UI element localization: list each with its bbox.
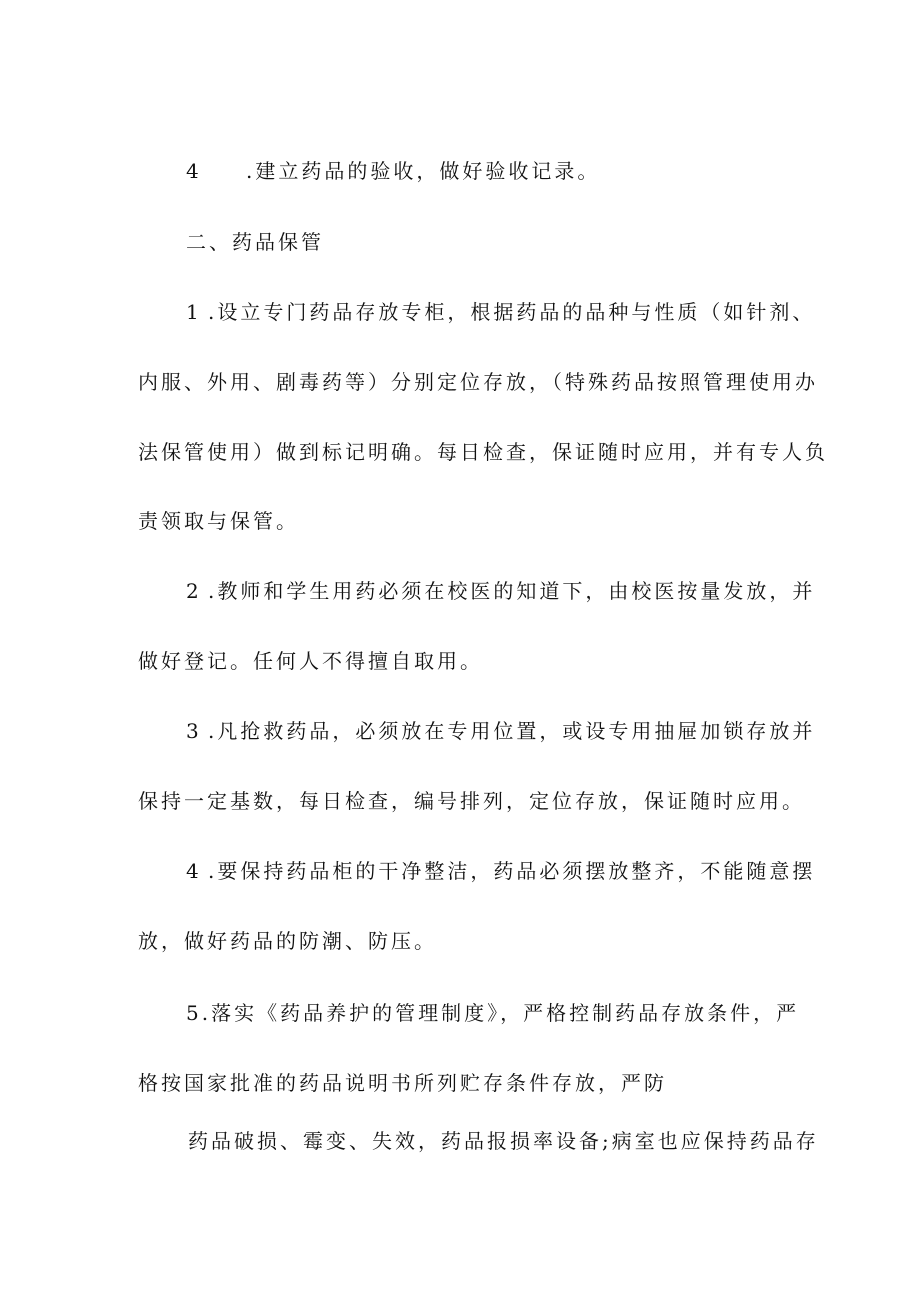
item-text: .建立药品的验收，做好验收记录。 xyxy=(246,159,601,183)
item-5-line-2: 格按国家批准的药品说明书所列贮存条件存放，严防 xyxy=(138,1071,667,1095)
item-number: 3 xyxy=(186,719,202,743)
item-text: .凡抢救药品，必须放在专用位置，或设专用抽屉加锁存放并 xyxy=(208,719,816,743)
item-5-line-1: 5.落实《药品养护的管理制度》，严格控制药品存放条件，严 xyxy=(186,1001,800,1025)
item-4-line-2: 放，做好药品的防潮、防压。 xyxy=(138,929,437,953)
item-4-line-1 xyxy=(186,858,815,884)
item-3-line-1 xyxy=(186,718,815,744)
item-number: 1 xyxy=(186,300,202,324)
item-3-line-2: 保持一定基数，每日检查，编号排列，定位存放，保证随时应用。 xyxy=(138,789,805,813)
item-a4-line xyxy=(186,158,600,184)
item-text: .设立专门药品存放专柜，根据药品的品种与性质（如针剂、 xyxy=(208,300,816,324)
item-1-line-4: 责领取与保管。 xyxy=(138,509,299,533)
item-number: 4 xyxy=(186,859,202,883)
item-5-line-3: 药品破损、霉变、失效，药品报损率设备;病室也应保持药品存 xyxy=(188,1129,819,1153)
item-1-line-3: 法保管使用）做到标记明确。每日检查，保证随时应用，并有专人负 xyxy=(138,440,828,464)
item-number: 4 xyxy=(186,159,202,183)
item-1-line-2: 内服、外用、剧毒药等）分别定位存放，（特殊药品按照管理使用办 xyxy=(138,370,818,394)
item-1-line-1 xyxy=(186,299,815,325)
item-2-line-1 xyxy=(186,578,815,604)
item-text: .要保持药品柜的干净整洁，药品必须摆放整齐，不能随意摆 xyxy=(208,859,816,883)
item-2-line-2: 做好登记。任何人不得擅自取用。 xyxy=(138,649,483,673)
item-number: 2 xyxy=(186,579,202,603)
section-heading: 二、药品保管 xyxy=(186,230,324,254)
item-text: .教师和学生用药必须在校医的知道下，由校医按量发放，并 xyxy=(208,579,816,603)
